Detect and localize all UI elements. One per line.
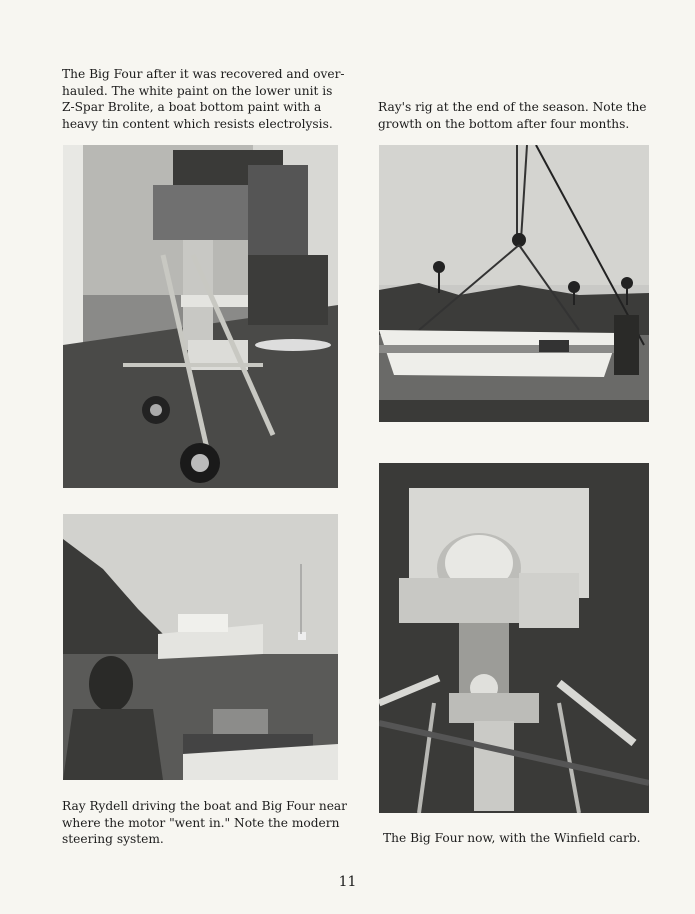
caption-big-four-recovered bbox=[62, 66, 345, 132]
caption-line: Z-Spar Brolite, a boat bottom paint with a bbox=[62, 100, 322, 114]
photo-big-four-winfield-carb bbox=[379, 463, 649, 813]
caption-ray-rydell-driving bbox=[62, 798, 347, 848]
photo-outboard-on-stand bbox=[63, 145, 338, 488]
caption-line: The Big Four now, with the Winfield carb. bbox=[383, 831, 641, 845]
caption-line: The Big Four after it was recovered and over- bbox=[62, 67, 345, 81]
caption-line: steering system. bbox=[62, 832, 164, 846]
caption-line: growth on the bottom after four months. bbox=[378, 116, 630, 131]
page-number: 11 bbox=[338, 874, 357, 890]
photo-boat-on-hoist bbox=[379, 145, 649, 422]
photo-ray-driving-boat bbox=[63, 514, 338, 780]
caption-rays-rig bbox=[378, 99, 647, 132]
caption-line: where the motor "went in." Note the modern bbox=[62, 815, 340, 830]
caption-line: Ray's rig at the end of the season. Note the bbox=[378, 100, 647, 114]
caption-line: hauled. The white paint on the lower unit is bbox=[62, 83, 333, 98]
caption-line: heavy tin content which resists electrolysis. bbox=[62, 116, 333, 131]
caption-big-four-now bbox=[383, 830, 641, 847]
caption-line: Ray Rydell driving the boat and Big Four near bbox=[62, 799, 348, 813]
